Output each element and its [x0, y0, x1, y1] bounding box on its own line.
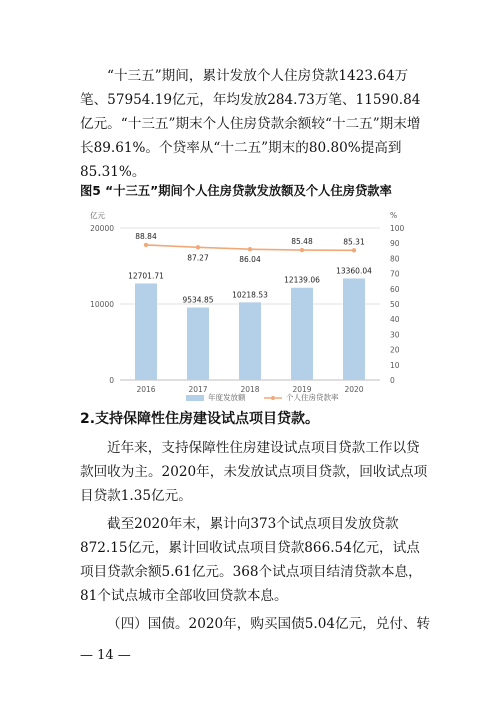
y-right-tick-label: 100	[390, 224, 405, 233]
y-left-tick-label: 20000	[90, 224, 114, 233]
rate-point	[144, 243, 148, 247]
bar-value-label: 9534.85	[182, 295, 214, 305]
y-right-tick-label: 20	[390, 345, 400, 355]
legend-bar-label: 年度发放额	[208, 393, 246, 402]
y-right-tick-label: 80	[390, 254, 400, 264]
rate-value-label: 85.48	[291, 237, 313, 247]
paragraph-cumulative: 截至2020年末，累计向373个试点项目发放贷款872.15亿元，累计回收试点项目贷款866.54亿元，试点项目贷款余额5.61亿元。368个试点项目结清贷款本息，81个试点城市全部收回贷款本息。	[80, 516, 422, 604]
bar	[239, 302, 261, 380]
bar	[291, 288, 313, 380]
rate-value-label: 87.27	[187, 253, 209, 263]
legend-line-label: 个人住房贷款率	[286, 393, 339, 402]
y-right-tick-label: 10	[390, 360, 400, 370]
y-right-tick-label: 70	[390, 269, 400, 279]
figure-title: 图5 “十三五”期间个人住房贷款发放额及个人住房贷款率	[80, 184, 392, 198]
y-right-tick-label: 30	[390, 330, 400, 340]
bar	[343, 278, 365, 380]
y-right-tick-label: 50	[390, 300, 400, 309]
bar-value-label: 12701.71	[128, 271, 164, 281]
legend-line-marker	[271, 396, 275, 400]
x-tick-label: 2017	[188, 385, 208, 394]
x-tick-label: 2019	[292, 385, 312, 394]
y-right-tick-label: 40	[390, 315, 400, 325]
y-left-tick-label: 10000	[90, 300, 114, 309]
paragraph-recent-years: 近年来，支持保障性住房建设试点项目贷款工作以贷款回收为主。2020年，未发放试点项目贷款，回收试点项目贷款1.35亿元。	[80, 440, 428, 504]
bar	[135, 283, 157, 380]
bar-value-label: 12139.06	[284, 275, 320, 285]
y-right-unit: %	[390, 211, 398, 220]
x-tick-label: 2020	[344, 385, 364, 394]
y-left-unit: 亿元	[90, 211, 105, 220]
section-heading: 2.支持保障性住房建设试点项目贷款。	[80, 411, 320, 427]
bar-value-label: 13360.04	[336, 266, 372, 276]
y-right-tick-label: 0	[390, 376, 395, 385]
rate-value-label: 86.04	[239, 255, 261, 265]
paragraph-bonds: （四）国债。2020年，购买国债5.04亿元，兑付、转	[107, 616, 431, 632]
chart-line	[144, 243, 356, 253]
rate-point	[196, 245, 200, 249]
paragraph-summary: “十三五”期间，累计发放个人住房贷款1423.64万笔、57954.19亿元，年均发放284.73万笔、11590.84亿元。“十三五”期末个人住房贷款余额较“十二五”期末增长89.61%。个贷率从“十二五”期末的80.80%提高到85.31%。	[80, 68, 421, 180]
legend-bar-swatch	[186, 395, 204, 401]
rate-value-label: 85.31	[343, 237, 365, 247]
y-left-tick-label: 0	[109, 376, 114, 385]
rate-point	[300, 248, 304, 252]
page-number: — 14 —	[80, 648, 131, 663]
bar-value-label: 10218.53	[232, 290, 268, 300]
bar	[187, 308, 209, 380]
y-right-tick-label: 60	[390, 284, 400, 294]
loan-chart	[68, 202, 428, 407]
rate-point	[352, 248, 356, 252]
x-tick-label: 2018	[240, 385, 260, 394]
x-tick-label: 2016	[136, 385, 156, 394]
rate-point	[248, 247, 252, 251]
y-right-tick-label: 90	[390, 239, 400, 249]
rate-value-label: 88.84	[135, 231, 157, 241]
